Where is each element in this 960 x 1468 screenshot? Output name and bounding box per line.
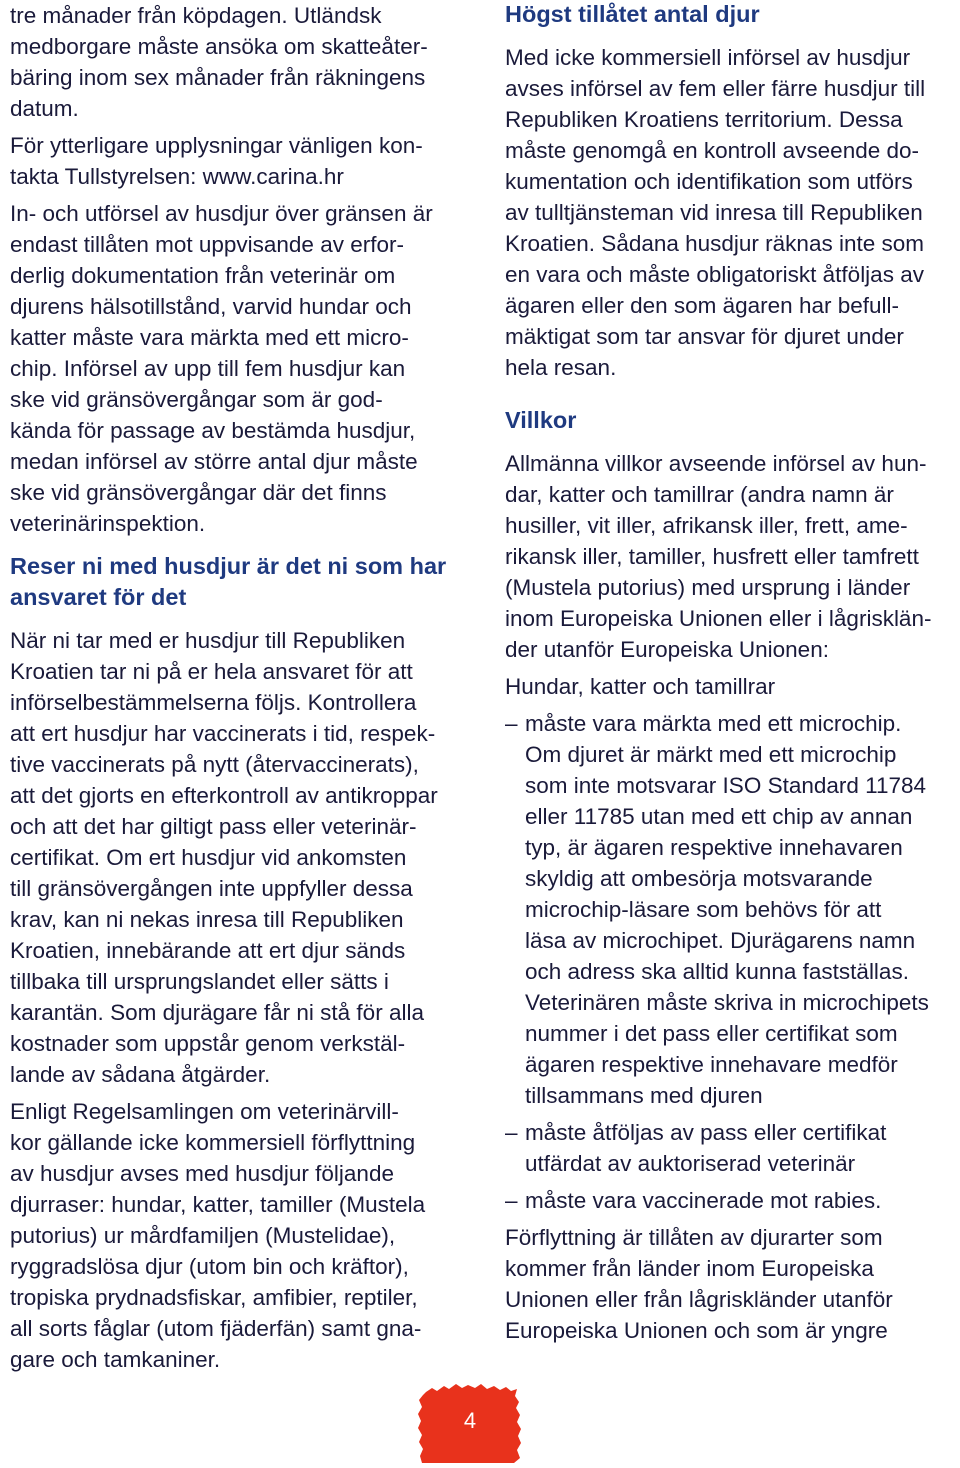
text-line: djurraser: hundar, katter, tamiller (Mustela <box>10 1192 426 1217</box>
heading-line: ansvaret för det <box>10 584 187 610</box>
text-line: tillsammans med djuren <box>525 1083 763 1108</box>
text-line: takta Tullstyrelsen: www.carina.hr <box>10 164 344 189</box>
text-line: tre månader från köpdagen. Utländsk <box>10 3 382 28</box>
text-line: och att det har giltigt pass eller veterinär- <box>10 814 417 839</box>
text-line: typ, är ägaren respektive innehavaren <box>525 835 903 860</box>
text-line: all sorts fåglar (utom fjäderfän) samt gna- <box>10 1316 422 1341</box>
paragraph-pet-border <box>10 198 472 539</box>
text-line: ägaren respektive innehavare medför <box>525 1052 898 1077</box>
section-heading-conditions: Villkor <box>505 407 577 433</box>
text-line: djurens hälsotillstånd, varvid hundar och <box>10 294 412 319</box>
text-line: tropiska prydnadsfiskar, amfibier, reptiler, <box>10 1285 418 1310</box>
text-line: lande av sådana åtgärder. <box>10 1062 271 1087</box>
text-line: kumentation och identifikation som utförs <box>505 169 913 194</box>
text-line: måste genomgå en kontroll avseende do- <box>505 138 920 163</box>
text-line: en vara och måste obligatoriskt åtföljas av <box>505 262 924 287</box>
text-line: nummer i det pass eller certifikat som <box>525 1021 898 1046</box>
text-line: Om djuret är märkt med ett microchip <box>525 742 897 767</box>
text-line: som inte motsvarar ISO Standard 11784 <box>525 773 927 798</box>
section-heading-max-animals: Högst tillåtet antal djur <box>505 1 760 27</box>
text-line: till gränsövergången inte uppfyller dessa <box>10 876 413 901</box>
text-line: medan införsel av större antal djur måste <box>10 449 418 474</box>
text-line: rikansk iller, tamiller, husfrett eller tamfrett <box>505 544 919 569</box>
text-line: veterinärinspektion. <box>10 511 206 536</box>
text-line: certifikat. Om ert husdjur vid ankomsten <box>10 845 407 870</box>
text-line: Republiken Kroatiens territorium. Dessa <box>505 107 903 132</box>
text-line: kor gällande icke kommersiell förflyttning <box>10 1130 416 1155</box>
text-line: skyldig att ombesörja motsvarande <box>525 866 873 891</box>
text-line: måste åtföljas av pass eller certifikat <box>525 1120 887 1145</box>
text-line: Veterinären måste skriva in microchipets <box>525 990 929 1015</box>
text-line: avses införsel av fem eller färre husdjur till <box>505 76 926 101</box>
text-line: tillbaka till ursprungslandet eller sätts i <box>10 969 389 994</box>
text-line: tive vaccinerats på nytt (återvaccinerats), <box>10 752 419 777</box>
text-line: inom Europeiska Unionen eller i lågrisklän- <box>505 606 932 631</box>
text-line: att det gjorts en efterkontroll av antikroppar <box>10 783 438 808</box>
paragraph-responsibility <box>10 625 472 1090</box>
list-item-microchip <box>505 708 957 1111</box>
text-line: ske vid gränsövergångar där det finns <box>10 480 387 505</box>
list-item-passport <box>505 1117 957 1179</box>
text-line: läsa av microchipet. Djurägarens namn <box>525 928 916 953</box>
text-line: Allmänna villkor avseende införsel av hun- <box>505 451 927 476</box>
text-line: krav, kan ni nekas inresa till Republiken <box>10 907 404 932</box>
text-line: gare och tamkaniner. <box>10 1347 221 1372</box>
text-line: av tulltjänsteman vid inresa till Republiken <box>505 200 923 225</box>
text-line: Kroatien. Sådana husdjur räknas inte som <box>505 231 924 256</box>
text-line: mäktigat som tar ansvar för djuret under <box>505 324 904 349</box>
paragraph-movement-allowed <box>505 1222 957 1346</box>
text-line: hela resan. <box>505 355 617 380</box>
page-number: 4 <box>463 1408 477 1433</box>
left-column <box>10 0 472 1375</box>
text-line: utfärdat av auktoriserad veterinär <box>525 1151 856 1176</box>
paragraph-max-animals <box>505 42 957 383</box>
text-line: putorius) ur mårdfamiljen (Mustelidae), <box>10 1223 396 1248</box>
paragraph-contact-customs <box>10 130 472 192</box>
list-item-rabies <box>505 1185 957 1216</box>
text-line: chip. Införsel av upp till fem husdjur kan <box>10 356 406 381</box>
text-line: bäring inom sex månader från räkningens <box>10 65 426 90</box>
paragraph-regulations <box>10 1096 472 1375</box>
text-line: der utanför Europeiska Unionen: <box>505 637 829 662</box>
text-line: microchip-läsare som behövs för att <box>525 897 882 922</box>
text-line: ryggradslösa djur (utom bin och kräftor), <box>10 1254 409 1279</box>
dash-bullet: – <box>505 1188 518 1213</box>
text-line: av husdjur avses med husdjur följande <box>10 1161 394 1186</box>
list-item-text <box>525 708 957 1111</box>
list-item-text <box>525 1117 957 1179</box>
section-heading-responsibility <box>10 551 472 613</box>
text-line: (Mustela putorius) med ursprung i länder <box>505 575 911 600</box>
text-line: Enligt Regelsamlingen om veterinärvill- <box>10 1099 399 1124</box>
text-line: måste vara vaccinerade mot rabies. <box>525 1188 882 1213</box>
text-line: införselbestämmelserna följs. Kontrollera <box>10 690 417 715</box>
page-number-badge <box>418 1378 522 1463</box>
dash-bullet: – <box>505 1120 518 1145</box>
text-line: dar, katter och tamillrar (andra namn är <box>505 482 894 507</box>
text-line: och adress ska alltid kunna fastställas. <box>525 959 909 984</box>
text-line: datum. <box>10 96 79 121</box>
paragraph-tax-refund <box>10 0 472 124</box>
text-line: derlig dokumentation från veterinär om <box>10 263 396 288</box>
text-line: Förflyttning är tillåten av djurarter som <box>505 1225 883 1250</box>
text-line: Unionen eller från lågriskländer utanför <box>505 1287 893 1312</box>
text-line: ske vid gränsövergångar som är god- <box>10 387 383 412</box>
text-line: kommer från länder inom Europeiska <box>505 1256 874 1281</box>
text-line: In- och utförsel av husdjur över gränsen är <box>10 201 433 226</box>
text-line: Kroatien tar ni på er hela ansvaret för att <box>10 659 413 684</box>
text-line: Kroatien, innebärande att ert djur sänds <box>10 938 406 963</box>
text-line: eller 11785 utan med ett chip av annan <box>525 804 913 829</box>
subheading-dogs-cats-ferrets: Hundar, katter och tamillrar <box>505 674 776 699</box>
text-line: måste vara märkta med ett microchip. <box>525 711 902 736</box>
text-line: katter måste vara märkta med ett micro- <box>10 325 409 350</box>
text-line: endast tillåten mot uppvisande av erfor- <box>10 232 404 257</box>
text-line: Europeiska Unionen och som är yngre <box>505 1318 888 1343</box>
text-line: husiller, vit iller, afrikansk iller, frett, ame- <box>505 513 908 538</box>
text-line: Med icke kommersiell införsel av husdjur <box>505 45 911 70</box>
right-column <box>505 0 957 1346</box>
text-line: ägaren eller den som ägaren har befull- <box>505 293 899 318</box>
dash-bullet: – <box>505 711 518 736</box>
text-line: För ytterligare upplysningar vänligen kon- <box>10 133 423 158</box>
paragraph-general-conditions <box>505 448 957 665</box>
text-line: att ert husdjur har vaccinerats i tid, respek- <box>10 721 436 746</box>
text-line: När ni tar med er husdjur till Republiken <box>10 628 406 653</box>
text-line: kända för passage av bestämda husdjur, <box>10 418 416 443</box>
heading-line: Reser ni med husdjur är det ni som har <box>10 553 447 579</box>
text-line: karantän. Som djurägare får ni stå för alla <box>10 1000 424 1025</box>
list-item-text <box>525 1185 957 1216</box>
text-line: medborgare måste ansöka om skatteåter- <box>10 34 428 59</box>
text-line: kostnader som uppstår genom verkstäl- <box>10 1031 406 1056</box>
